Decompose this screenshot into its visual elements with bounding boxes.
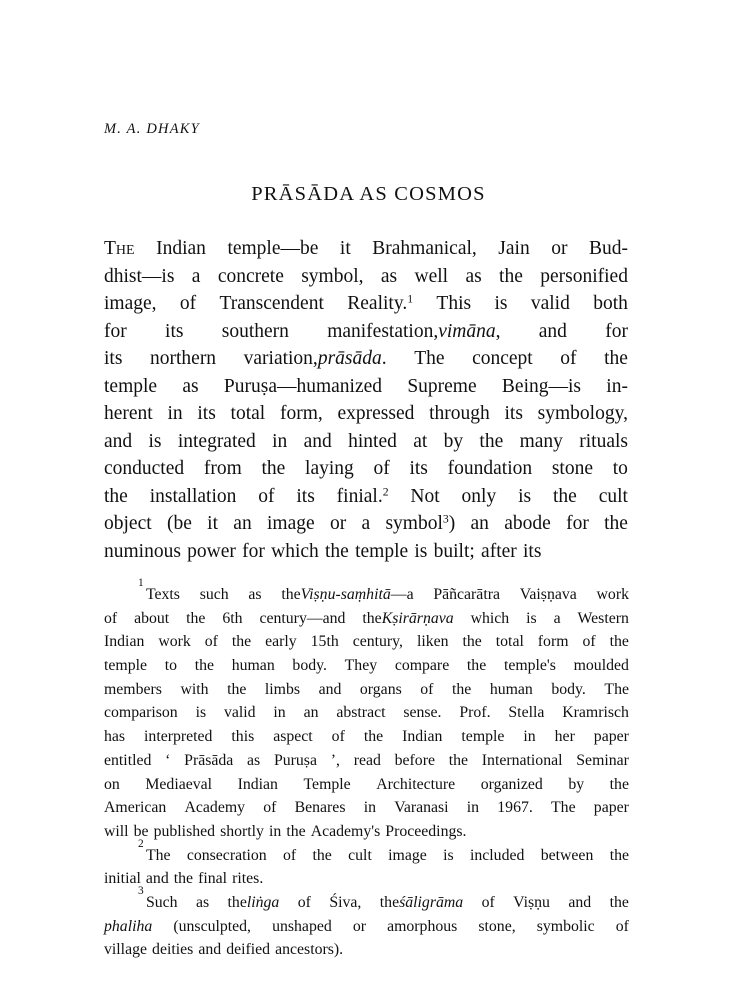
word: They [344,657,378,675]
word: The [551,799,576,817]
word: installation [149,485,237,507]
word: before [394,751,435,769]
word: its [165,320,184,342]
word: both [593,293,628,314]
word: Seminar [576,751,629,769]
word: the [286,822,306,840]
word: southern [221,320,289,342]
word: deified [226,941,271,959]
word: Transcendent [219,293,324,314]
word: manifestation,vimāna, [327,320,501,342]
word: amorphous [387,917,458,935]
word: the [104,485,128,507]
word: foundation [447,458,533,479]
word: is [195,704,207,722]
author-header: M. A. DHAKY [104,121,200,137]
word: temple [104,375,158,397]
word: Supreme [407,375,477,397]
word: as [248,586,262,603]
word: human [489,680,533,698]
word: interpreted [144,728,213,746]
word: Such [145,893,178,911]
word: and [318,680,342,698]
word: symbolic [536,917,595,935]
word: temple's [503,657,556,675]
word: ‘ [165,751,171,769]
word: the [609,775,629,793]
word: total [495,633,524,651]
word: is [526,609,537,627]
word: 1967. [497,799,533,817]
word: century, [352,633,403,651]
word: (be [166,513,192,534]
footnote-line [104,796,629,820]
word: numinous [104,540,181,562]
word: paper [593,799,629,817]
word: the [312,846,332,864]
word: symbol, [301,265,364,287]
word: the [609,893,629,911]
word: of [481,893,495,911]
word: members [104,680,162,698]
word: organs [359,680,402,698]
word: consecration [186,846,267,864]
footnote-line [104,867,629,891]
word: Jain [498,238,530,259]
word: century—and [259,609,346,627]
word: Kramrisch [562,704,629,722]
word: the [499,265,523,287]
word: form, [279,403,323,424]
word: American [104,799,167,817]
word: valid [223,704,256,722]
word: for [605,320,628,342]
word: Academy's [310,822,381,840]
word: The [145,846,171,864]
word: the [448,751,469,769]
word: is [494,293,508,314]
word: paper [593,728,629,746]
word: Indian [156,238,206,259]
word: in- [606,375,628,397]
word: about [134,609,170,627]
word: an [303,704,319,722]
word: an [233,513,252,534]
word: Architecture [376,775,456,793]
word: rites. [232,870,264,888]
word: Pāñcarātra [433,586,500,603]
word: of [104,609,118,627]
word: of [204,633,218,651]
word: Viṣṇu [513,893,550,911]
word: or [551,238,568,259]
word: its [504,403,523,424]
word: The [604,680,629,698]
body-line [104,455,628,483]
footnote-line [104,577,629,607]
word: Bud- [589,238,628,259]
word: and [145,870,169,888]
word: Temple [303,775,351,793]
word: theśāligrāma [379,893,464,911]
word: its [296,485,315,507]
word: dhist—is [104,265,175,287]
word: liken [416,633,449,651]
word: of [373,458,390,479]
word: on [104,775,120,793]
word: published [153,822,216,840]
word: the [194,657,215,675]
word: the [462,633,482,651]
footnote-line [104,701,629,725]
word: at [413,430,428,452]
word: initial [104,870,141,888]
word: 15th [310,633,339,651]
word: unshaped [272,917,332,935]
body-line [104,510,628,538]
word: of [297,893,311,911]
word: in [269,822,282,840]
word: the [604,348,628,369]
word: compare [394,657,450,675]
word: the [173,870,194,888]
word: its [197,403,216,424]
word: Indian [104,633,145,651]
word: variation,prāsāda. [243,348,387,369]
word: Puruṣa [273,751,317,769]
word: Reality.$^1$ [347,292,414,314]
footnote-line [104,630,629,654]
word: symbology, [537,403,628,424]
word: object [104,513,152,534]
word: of [283,846,297,864]
word: well [414,265,449,287]
word: rituals [579,430,628,452]
word: International [481,751,563,769]
word: Indian [402,728,443,746]
word: Prāsāda [184,751,234,769]
word: in [273,704,286,722]
word: limbs [264,680,301,698]
word: power [187,540,236,562]
word: cult [348,846,372,864]
word: only [461,485,497,507]
word: its [104,348,123,369]
body-paragraph [104,235,628,565]
word: of [615,917,629,935]
word: laying [305,458,354,479]
word: organized [480,775,543,793]
word: of [263,799,277,817]
word: as [380,265,398,287]
word: the [466,657,487,675]
word: a [361,513,371,534]
word: theliṅga [227,893,280,911]
word: in [466,799,480,817]
word: total [230,403,266,424]
word: human [231,657,275,675]
word: early [265,633,297,651]
word: the [451,680,472,698]
word: this [231,728,255,746]
word: the [479,430,504,452]
word: Vaiṣṇava [519,586,577,603]
footnote-line [104,725,629,749]
word: Benares [294,799,346,817]
word: in [167,403,183,424]
word: stone, [478,917,516,935]
body-line [104,318,628,346]
word: such [199,586,229,603]
word: village [104,941,147,959]
body-line [104,235,628,263]
word: the [552,485,577,507]
word: is [518,485,532,507]
word: of [582,633,596,651]
word: its [409,458,428,479]
body-line [104,483,628,511]
word: expressed [337,403,415,424]
word: between [540,846,594,864]
word: the [261,458,286,479]
word: as [182,375,199,397]
word: the [609,846,629,864]
word: (unsculpted, [173,917,252,935]
footnote-line [104,654,629,678]
word: entitled [104,751,152,769]
word: its [523,540,542,562]
word: image, [104,293,157,314]
word: Śiva, [329,893,362,911]
word: in [523,728,536,746]
body-line [104,290,628,318]
word: Indian [237,775,278,793]
body-line [104,400,628,428]
word: and [568,893,592,911]
word: which [271,540,319,562]
word: Puruṣa—humanized [223,375,383,397]
footnote-line [104,820,629,844]
word: is [443,846,454,864]
word: Academy [184,799,246,817]
word: for [566,513,589,534]
word: for [104,320,127,342]
word: northern [150,348,217,369]
word: Stella [508,704,545,722]
word: abode [504,513,551,534]
word: as [195,893,210,911]
word: moulded [573,657,629,675]
word: Western [577,609,629,627]
footnote-number: 1 [138,577,144,589]
word: ancestors). [275,941,344,959]
word: 6th [222,609,243,627]
word: sense. [403,704,442,722]
word: will [104,822,129,840]
body-line [104,428,628,456]
word: or [329,513,347,534]
word: integrated [177,430,256,452]
word: after [481,540,517,562]
word: the [363,728,384,746]
word: Texts [145,586,180,603]
word: body. [551,680,586,698]
body-line [104,345,628,373]
word: of [258,485,275,507]
word: and [198,941,222,959]
word: and [303,430,332,452]
word: Brahmanical, [372,238,477,259]
footnote-line [104,837,629,868]
word: her [554,728,575,746]
word: valid [530,293,570,314]
word: image [388,846,427,864]
word: The [104,238,135,259]
word: Proceedings. [385,822,467,840]
word: final [198,870,228,888]
word: Prof. [459,704,491,722]
word: it [339,238,351,259]
word: ’, [330,751,340,769]
word: built; [433,540,475,562]
word: a [191,265,201,287]
body-line [104,263,628,291]
word: the [604,513,628,534]
word: of [560,348,577,369]
footnote-ref[interactable]: 3 [442,512,449,526]
word: is [414,540,428,562]
word: body. [292,657,327,675]
word: This [436,293,472,314]
word: or [352,917,367,935]
word: many [519,430,563,452]
word: of [420,680,434,698]
word: in [363,799,376,817]
word: stone [551,458,593,479]
word: the [186,609,206,627]
word: has [104,728,126,746]
word: and [104,430,133,452]
word: be [133,822,149,840]
article-title: PRĀSĀDA AS COSMOS [251,183,486,205]
word: Varanasi [394,799,449,817]
footnote-line [104,607,629,631]
word: Mediaeval [145,775,213,793]
footnote-line [104,884,629,915]
word: theKṣirārṇava [362,609,454,627]
word: in [272,430,288,452]
word: deities [152,941,194,959]
word: as [465,265,482,287]
body-line [104,373,628,401]
word: by [568,775,585,793]
footnote-line [104,749,629,773]
word: the [227,680,247,698]
footnote-line [104,773,629,797]
word: which [470,609,510,627]
word: the [325,540,349,562]
word: theViṣṇu-saṃhitā—a [281,586,414,603]
word: the [609,633,629,651]
word: conducted [104,458,185,479]
footnote-ref[interactable]: 2 [382,485,389,499]
word: by [443,430,464,452]
word: the [231,633,252,651]
word: is [148,430,162,452]
word: shortly [220,822,264,840]
word: work [596,586,629,603]
word: comparison [104,704,178,722]
word: included [469,846,525,864]
body-line [104,538,628,566]
word: image [267,513,315,534]
word: herent [104,403,153,424]
word: a [553,609,561,627]
word: temple [104,657,147,675]
word: it [207,513,218,534]
word: with [180,680,209,698]
footnote-ref[interactable]: 1 [407,292,414,306]
word: aspect [273,728,313,746]
word: temple [355,540,409,562]
word: abstract [336,704,386,722]
word: an [470,513,489,534]
word: finial.$^2$ [336,485,389,507]
word: of [331,728,345,746]
footnote-line [104,678,629,702]
footnote-number: 2 [138,837,144,850]
word: Not [410,485,440,507]
word: concept [472,348,533,369]
word: temple [461,728,505,746]
word: work [158,633,191,651]
word: The [414,348,445,369]
word: for [242,540,265,562]
word: as [247,751,261,769]
word: symbol$^3$) [385,512,456,534]
word: and [538,320,567,342]
word: of [179,293,197,314]
word: phaliha [104,917,153,935]
word: to [612,458,628,479]
word: form [537,633,569,651]
word: concrete [217,265,284,287]
footnote-line [104,915,629,939]
word: hinted [348,430,397,452]
word: from [203,458,242,479]
footnotes [104,577,629,962]
word: to [164,657,177,675]
word: Being—is [501,375,582,397]
word: personified [540,265,628,287]
footnote-line [104,938,629,962]
word: read [353,751,381,769]
word: through [429,403,490,424]
word: cult [598,485,628,507]
footnote-number: 3 [138,884,144,897]
word: temple—be [227,238,319,259]
